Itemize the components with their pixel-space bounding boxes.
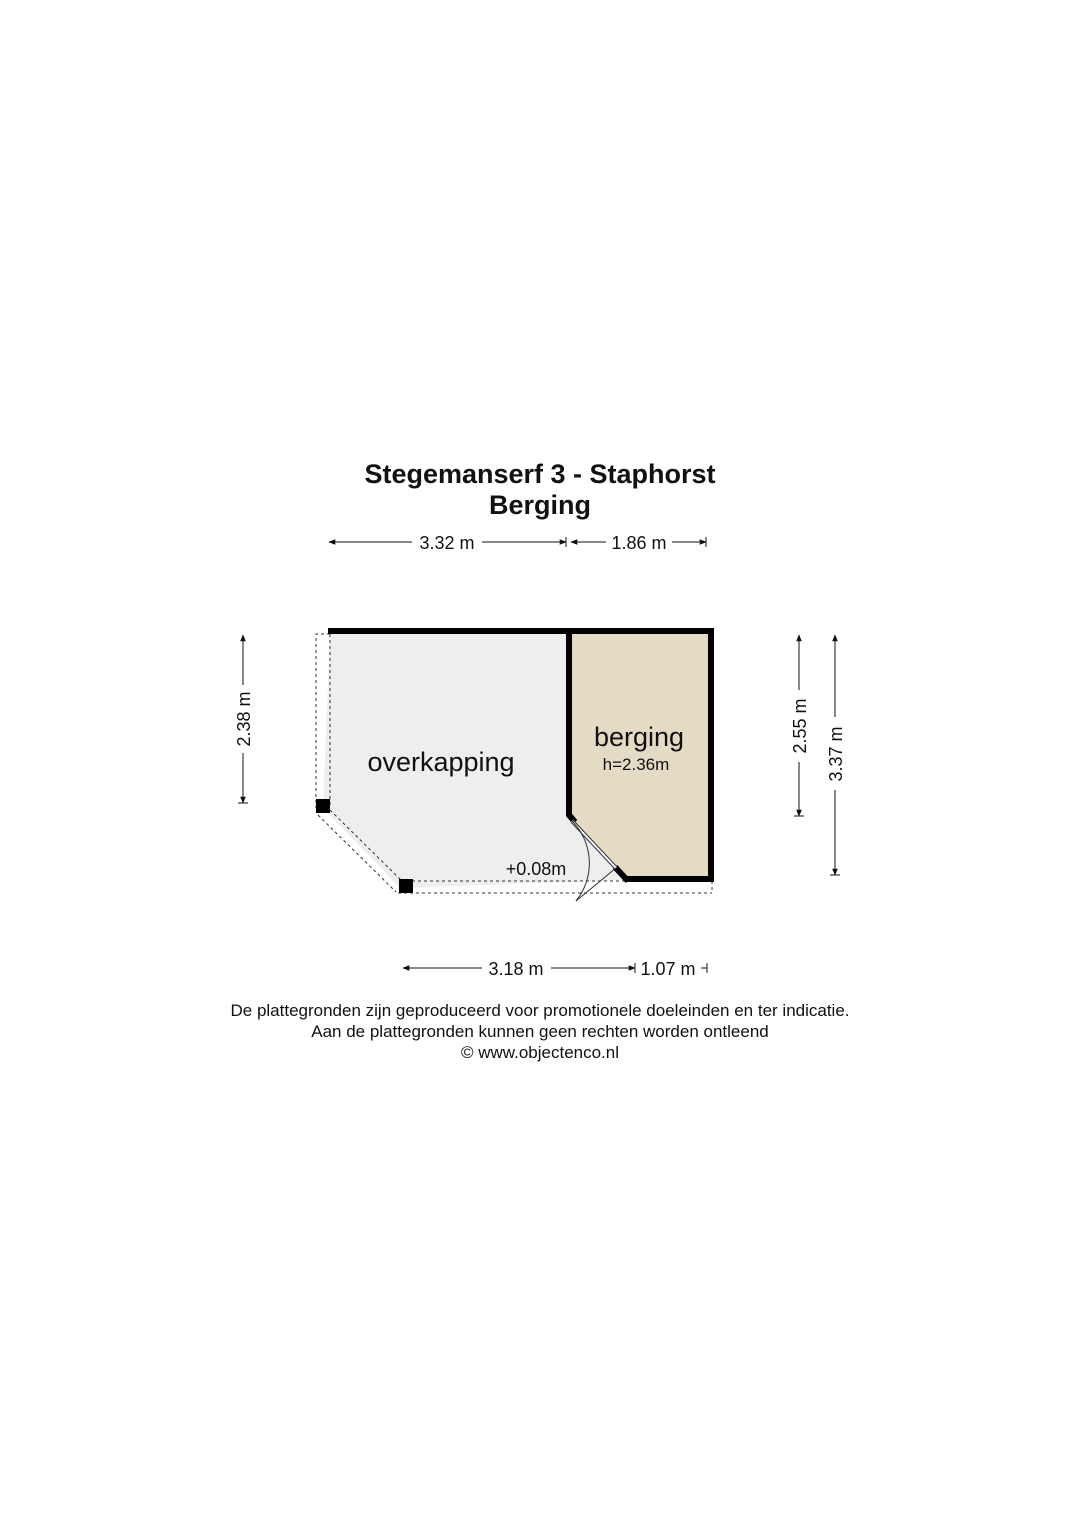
dim-right-outer-label: 3.37 m xyxy=(826,726,846,782)
level-marker: +0.08m xyxy=(505,859,567,879)
berging-label: berging xyxy=(593,722,685,752)
dim-bottom-right-label: 1.07 m xyxy=(640,959,696,979)
plan-subtitle: Berging xyxy=(488,490,591,520)
dim-bottom-left-label: 3.18 m xyxy=(488,959,544,979)
dim-top-right-label: 1.86 m xyxy=(611,533,667,553)
dim-left xyxy=(234,635,254,803)
dim-bottom-right xyxy=(640,959,707,979)
dim-right-inner xyxy=(790,635,810,816)
column-bottom xyxy=(399,879,413,893)
berging-height-label: h=2.36m xyxy=(602,755,670,774)
dim-top-right xyxy=(571,533,706,553)
dim-top-left-label: 3.32 m xyxy=(419,533,475,553)
copyright-line: © www.objectenco.nl xyxy=(460,1043,620,1062)
dim-right-outer xyxy=(826,635,846,875)
disclaimer-line-1: De plattegronden zijn geproduceerd voor promotionele doeleinden en ter indicatie. xyxy=(230,1001,850,1020)
dim-left-label: 2.38 m xyxy=(234,691,254,747)
dim-right-inner-label: 2.55 m xyxy=(790,698,810,754)
dim-bottom-left xyxy=(403,959,635,979)
plan-title: Stegemanserf 3 - Staphorst xyxy=(364,459,716,489)
dim-top-left xyxy=(329,533,566,553)
overkapping-label: overkapping xyxy=(367,747,515,777)
column-left xyxy=(316,799,330,813)
disclaimer-line-2: Aan de plattegronden kunnen geen rechten worden ontleend xyxy=(311,1022,769,1041)
